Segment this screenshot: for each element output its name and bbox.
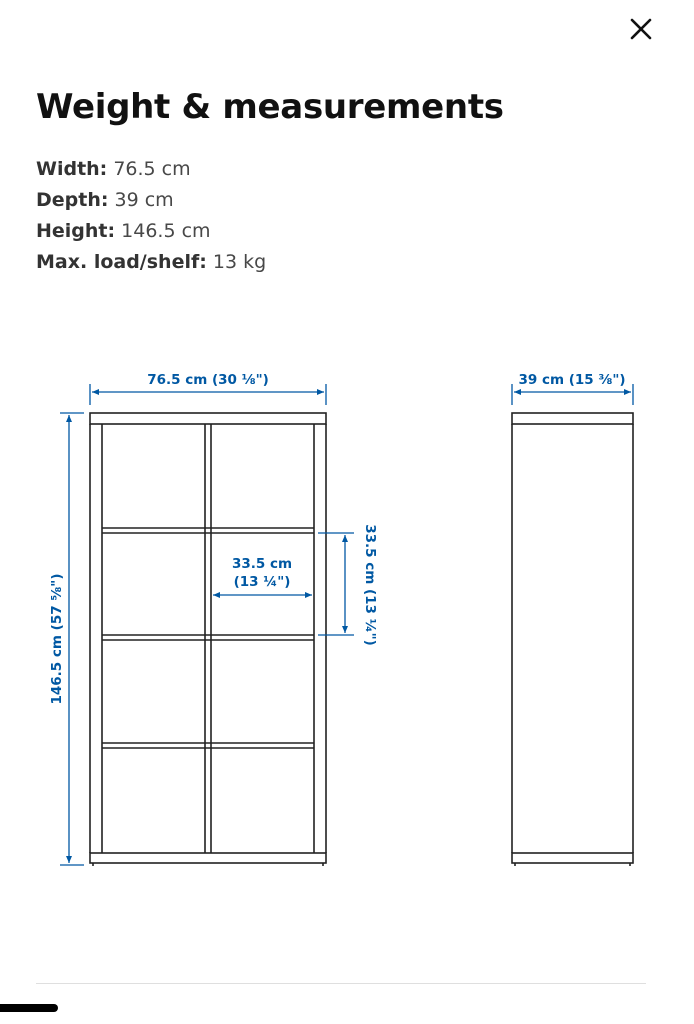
spec-label: Max. load/shelf: xyxy=(36,251,207,273)
spec-value: 76.5 cm xyxy=(113,158,191,180)
compartment-height-label: 33.5 cm (13 ¼") xyxy=(362,524,378,646)
spec-label: Width: xyxy=(36,158,108,180)
spec-value: 146.5 cm xyxy=(121,220,211,242)
front-view-shelf xyxy=(90,413,326,866)
divider xyxy=(36,983,646,984)
spec-value: 13 kg xyxy=(212,251,267,273)
spec-value: 39 cm xyxy=(114,189,174,211)
compartment-width-label-line2: (13 ¼") xyxy=(233,574,291,590)
side-view-shelf xyxy=(512,413,633,866)
home-indicator xyxy=(0,1004,58,1012)
compartment-height-dimension-line xyxy=(318,533,354,635)
spec-label: Depth: xyxy=(36,189,109,211)
front-height-label: 146.5 cm (57 ⅝") xyxy=(49,573,65,705)
compartment-width-label-line1: 33.5 cm xyxy=(231,556,293,572)
front-width-label: 76.5 cm (30 ⅛") xyxy=(147,372,269,388)
spec-label: Height: xyxy=(36,220,116,242)
side-depth-label: 39 cm (15 ⅜") xyxy=(518,372,626,388)
page-title: Weight & measurements xyxy=(36,87,504,127)
